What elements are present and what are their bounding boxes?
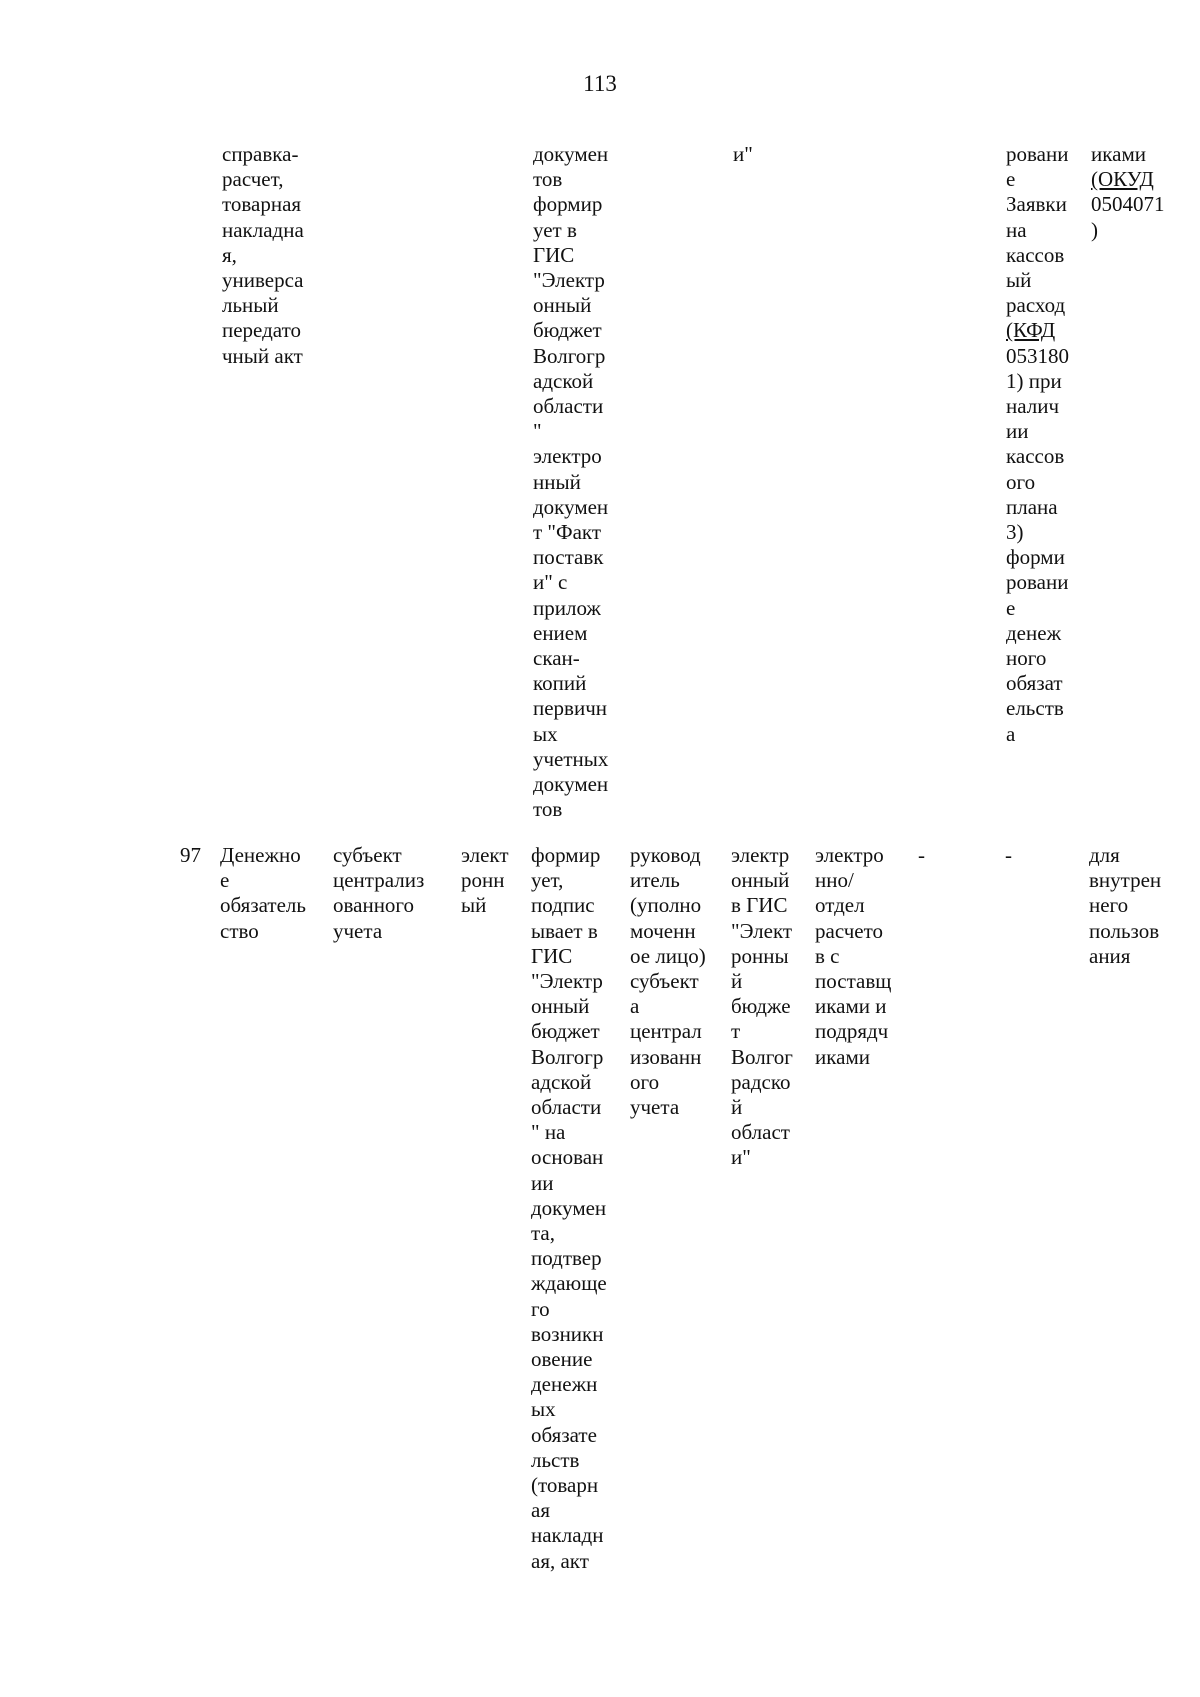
text-line: е — [1006, 595, 1016, 620]
system-cell — [733, 142, 753, 167]
text-line: возникн — [531, 1321, 604, 1346]
text-line: ии — [1006, 419, 1029, 444]
text-line: изованн — [630, 1044, 702, 1069]
text-line: подрядч — [815, 1019, 889, 1044]
text-line: в с — [815, 943, 840, 968]
text-line: отдел — [815, 893, 865, 918]
text-line: чный акт — [222, 343, 303, 368]
text-line: бюджет — [533, 318, 602, 343]
text-line: копий — [533, 671, 587, 696]
text-line: форми — [1006, 545, 1065, 570]
text-line: бюдже — [731, 994, 791, 1019]
text-line: а — [630, 994, 640, 1019]
text-line: на — [1006, 217, 1027, 242]
text-line: централиз — [333, 868, 425, 893]
row-97-purpose-cell — [1089, 843, 1161, 969]
text-line: ых — [531, 1397, 556, 1422]
text-line: ровани — [1006, 142, 1069, 166]
text-line: ронны — [731, 943, 789, 968]
text-line: электро — [815, 843, 884, 867]
text-line: 053180 — [1006, 343, 1069, 368]
text-line: ое лицо) — [630, 943, 706, 968]
text-line: ением — [533, 620, 588, 645]
text-line: Волгог — [731, 1044, 793, 1069]
text-line: " — [533, 419, 542, 444]
text-line: передато — [222, 318, 301, 343]
text-line: докумен — [531, 1195, 607, 1220]
text-line: тов — [533, 167, 563, 192]
text-line: накладна — [222, 217, 304, 242]
text-line: кассов — [1006, 242, 1065, 267]
text-line: основан — [531, 1145, 604, 1170]
row-97-subject-cell — [333, 843, 424, 944]
text-line: " на — [531, 1120, 566, 1145]
text-line: ая — [531, 1498, 550, 1523]
text-line: моченн — [630, 918, 696, 943]
text-line: ый — [1006, 268, 1032, 293]
text-line: субъект — [630, 969, 699, 994]
text-line: е — [220, 868, 230, 893]
text-line: поставщ — [815, 969, 892, 994]
text-line: области — [531, 1095, 602, 1120]
text-line: прилож — [533, 595, 601, 620]
documents-cell — [222, 142, 304, 369]
text-line: адской — [531, 1069, 592, 1094]
text-line: адской — [533, 368, 594, 393]
text-line: ного — [1006, 646, 1047, 671]
text-line: поставк — [533, 545, 604, 570]
text-line: а — [1006, 721, 1016, 746]
row-97-dash-a: - — [918, 843, 925, 867]
text-line: электро — [533, 444, 602, 469]
text-line: т — [731, 1019, 741, 1044]
text-line: ая, акт — [531, 1548, 589, 1573]
text-line: 1) при — [1006, 368, 1062, 393]
text-line: нный — [533, 469, 581, 494]
text-line: кассов — [1006, 444, 1065, 469]
text-line: я, — [222, 242, 237, 267]
text-line: руковод — [630, 843, 701, 867]
text-line: налич — [1006, 394, 1060, 419]
text-line: "Электр — [533, 268, 605, 293]
text-line: онный — [731, 868, 790, 893]
text-line: и" — [731, 1145, 751, 1170]
text-line: и" с — [533, 570, 568, 595]
text-line: льный — [222, 293, 279, 318]
actions-cell — [1006, 142, 1069, 747]
text-line: (товарн — [531, 1473, 599, 1498]
text-line: (уполно — [630, 893, 702, 918]
row-number: 97 — [180, 843, 201, 867]
text-line: т "Факт — [533, 520, 602, 545]
row-97-recipient-cell — [815, 843, 891, 1070]
text-line: ого — [630, 1069, 660, 1094]
text-line: Волгогр — [533, 343, 606, 368]
row-97-form-cell — [461, 843, 509, 919]
text-line: денеж — [1006, 620, 1062, 645]
text-line: го — [531, 1296, 550, 1321]
text-line: электр — [731, 843, 790, 867]
text-line: ство — [220, 918, 259, 943]
text-line: ) — [1091, 217, 1098, 242]
text-line: подпис — [531, 893, 595, 918]
text-line: онный — [531, 994, 590, 1019]
text-line: Волгогр — [531, 1044, 604, 1069]
text-line: подтвер — [531, 1246, 602, 1271]
procedure-cell — [533, 142, 608, 822]
text-line: учетных — [533, 746, 609, 771]
text-line: централ — [630, 1019, 702, 1044]
text-line: Заявки — [1006, 192, 1067, 217]
text-line: обязате — [531, 1422, 597, 1447]
text-line: накладн — [531, 1523, 604, 1548]
text-line: товарная — [222, 192, 302, 217]
text-line: та, — [531, 1221, 556, 1246]
text-line: иками — [815, 1044, 870, 1069]
text-line: докумен — [533, 494, 609, 519]
text-line: плана — [1006, 494, 1058, 519]
text-line: 3) — [1006, 520, 1024, 545]
text-line: радско — [731, 1069, 791, 1094]
text-line: ания — [1089, 943, 1131, 968]
text-line: ельств — [1006, 696, 1064, 721]
text-line: ГИС — [533, 242, 575, 267]
row-97-dash-b: - — [1005, 843, 1012, 867]
text-line: докумен — [533, 772, 609, 797]
text-line: области — [533, 394, 604, 419]
text-line: ии — [531, 1170, 554, 1195]
text-line: "Элект — [731, 918, 793, 943]
text-line: ого — [1006, 469, 1036, 494]
page-number: 113 — [583, 71, 617, 96]
text-line: расчет, — [222, 167, 284, 192]
text-line: е — [1006, 167, 1016, 192]
text-line: (КФД — [1006, 318, 1056, 343]
text-line: 0504071 — [1091, 192, 1165, 217]
text-line: него — [1089, 893, 1129, 918]
text-line: справка- — [222, 142, 299, 166]
text-line: ждающе — [531, 1271, 607, 1296]
text-line: формир — [533, 192, 603, 217]
text-line: для — [1089, 843, 1120, 867]
text-line: докумен — [533, 142, 609, 166]
text-line: расчето — [815, 918, 884, 943]
text-line: овение — [531, 1347, 593, 1372]
text-line: ронн — [461, 868, 505, 893]
text-line: и" — [733, 142, 753, 166]
text-line: й — [731, 969, 743, 994]
text-line: субъект — [333, 843, 402, 867]
text-line: итель — [630, 868, 680, 893]
text-line: ует в — [533, 217, 577, 242]
text-line: "Электр — [531, 969, 603, 994]
text-line: й — [731, 1095, 743, 1120]
text-line: ованного — [333, 893, 415, 918]
text-line: универса — [222, 268, 304, 293]
text-line: скан- — [533, 646, 580, 671]
result-cell — [1091, 142, 1165, 243]
text-line: элект — [461, 843, 509, 867]
text-line: ровани — [1006, 570, 1069, 595]
text-line: бюджет — [531, 1019, 600, 1044]
row-97-name-cell — [220, 843, 306, 944]
text-line: учета — [630, 1095, 680, 1120]
text-line: обязатель — [220, 893, 306, 918]
text-line: расход — [1006, 293, 1066, 318]
text-line: област — [731, 1120, 790, 1145]
text-line: внутрен — [1089, 868, 1162, 893]
text-line: в ГИС — [731, 893, 788, 918]
text-line: тов — [533, 797, 563, 822]
text-line: иками и — [815, 994, 887, 1019]
text-line: (ОКУД — [1091, 167, 1154, 192]
text-line: ует, — [531, 868, 564, 893]
text-line: денежн — [531, 1372, 598, 1397]
text-line: формир — [531, 843, 601, 867]
text-line: обязат — [1006, 671, 1063, 696]
text-line: учета — [333, 918, 383, 943]
text-line: ых — [533, 721, 558, 746]
text-line: Денежно — [220, 843, 301, 867]
row-97-system-cell — [731, 843, 793, 1171]
text-line: иками — [1091, 142, 1146, 166]
text-line: льств — [531, 1447, 580, 1472]
row-97-responsible-cell — [630, 843, 706, 1120]
text-line: нно/ — [815, 868, 854, 893]
row-97-procedure-cell — [531, 843, 607, 1574]
text-line: ывает в — [531, 918, 598, 943]
text-line: ый — [461, 893, 487, 918]
text-line: ГИС — [531, 943, 573, 968]
text-line: онный — [533, 293, 592, 318]
text-line: пользов — [1089, 918, 1160, 943]
text-line: первичн — [533, 696, 608, 721]
